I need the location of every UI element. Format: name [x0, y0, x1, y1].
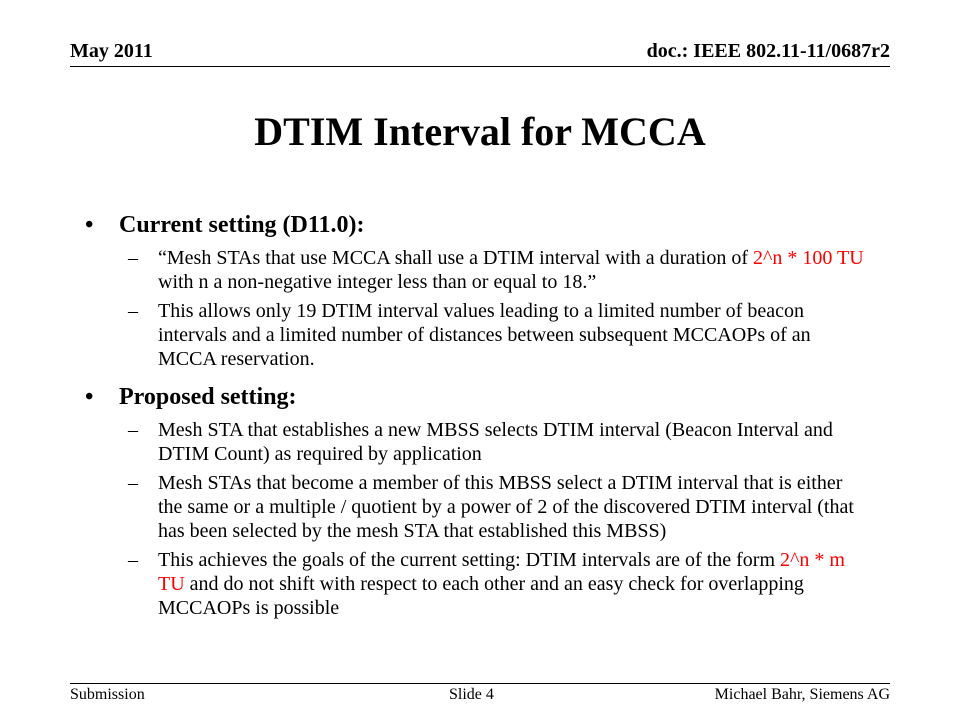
slide-content: [85, 210, 865, 625]
footer-author: Michael Bahr, Siemens AG: [714, 686, 890, 703]
bullet-proposed-setting: [85, 382, 865, 412]
sub-item: [85, 418, 865, 466]
sub-text-highlight: 2^n * 100 TU: [752, 247, 864, 269]
sub-item: [85, 299, 865, 371]
dash-marker: –: [128, 472, 138, 494]
header-rule: [70, 66, 890, 67]
bullet-current-setting: [85, 210, 865, 240]
dash-marker: –: [128, 300, 138, 322]
sub-text-before: Mesh STAs that become a member of this MBSS select a DTIM interval that is either the same or a multiple / quotient by a power of 2 of the discovered DTIM interval (that has been selected by the mesh STA that established this MBSS): [158, 472, 854, 542]
footer-rule: [70, 683, 890, 684]
sub-text-highlight: 2^n * m TU: [158, 549, 845, 595]
header-date: May 2011: [70, 40, 153, 62]
dash-marker: –: [128, 549, 138, 571]
bullet-dot: •: [85, 384, 94, 410]
slide-title: DTIM Interval for MCCA: [254, 109, 706, 154]
sub-item: [85, 471, 865, 543]
sub-item: [85, 246, 865, 294]
bullet-label: Current setting (D11.0):: [119, 212, 365, 238]
sub-text-before: This allows only 19 DTIM interval values leading to a limited number of beacon intervals and a limited number of distances between subsequent MCCAOPs of an MCCA reservation.: [158, 300, 811, 370]
sub-text-before: This achieves the goals of the current setting: DTIM intervals are of the form: [158, 549, 781, 571]
footer-slide-number: Slide 4: [449, 686, 494, 703]
sub-text-after: and do not shift with respect to each other and an easy check for overlapping MCCAOPs is possible: [158, 573, 804, 619]
sub-text-before: “Mesh STAs that use MCCA shall use a DTIM interval with a duration of: [158, 247, 753, 269]
dash-marker: –: [128, 247, 138, 269]
sub-item: [85, 548, 865, 620]
sub-text-before: Mesh STA that establishes a new MBSS selects DTIM interval (Beacon Interval and DTIM Count) as required by application: [158, 419, 833, 465]
bullet-dot: •: [85, 212, 94, 238]
footer-submission: Submission: [70, 686, 145, 703]
bullet-label: Proposed setting:: [119, 384, 297, 410]
sub-text-after: with n a non-negative integer less than or equal to 18.”: [158, 271, 597, 293]
header-doc-id: doc.: IEEE 802.11-11/0687r2: [646, 40, 890, 62]
dash-marker: –: [128, 419, 138, 441]
